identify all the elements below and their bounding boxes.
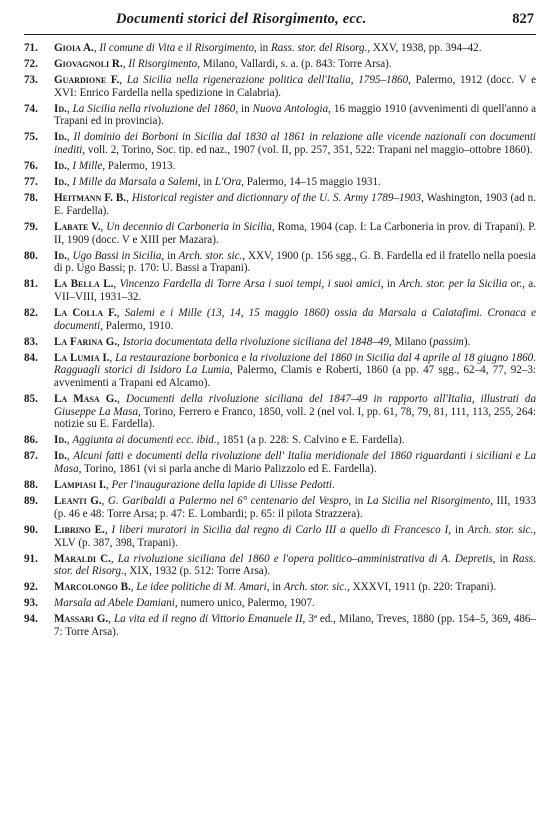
entry-details: , 3ª ed., Milano, Treves, 1880 (pp. 154–5, 369, 486–7: Torre Arsa).: [54, 613, 537, 638]
entry-details: , in: [197, 176, 215, 189]
bibliography-entry: [24, 58, 536, 71]
entry-text: [54, 450, 536, 475]
entry-details: ,: [109, 351, 116, 364]
entry-details: , in: [448, 523, 468, 536]
entry-title: Rass. stor. del Risorg.: [270, 42, 368, 54]
bibliography-entry: [24, 278, 536, 303]
entry-details: , XXV, 1938, pp. 394–42.: [367, 42, 482, 54]
bibliography-entry: [24, 307, 536, 332]
entry-author: Id.: [54, 160, 67, 173]
entry-text: [54, 58, 392, 70]
entry-title: G. Garibaldi a Palermo nel 6° centenario del Vespro: [107, 495, 349, 508]
entry-details: , in: [235, 102, 253, 115]
entry-author: Heitmann F. B.: [54, 192, 127, 205]
entry-author: Id.: [54, 249, 67, 262]
entry-author: La Masa G.: [54, 393, 118, 406]
entry-author: Gioia A.: [54, 42, 94, 54]
entry-author: La Farina G.: [54, 335, 118, 348]
entry-details: , numero unico, Palermo, 1907.: [174, 597, 315, 610]
entry-details: ,: [104, 523, 112, 536]
running-header: [24, 8, 536, 35]
entry-text: [54, 495, 536, 520]
entry-title: Marsala ad Abele Damiani: [54, 597, 175, 610]
entry-title: Arch. stor. sic.: [178, 249, 243, 262]
entry-details: , Washington, 1903 (ad n. E. Fardella).: [54, 192, 536, 217]
entry-details: , Palermo, 1912 (docc. V e XVI: Enrico Fardella nella spedizione in Calabria).: [54, 74, 537, 99]
entry-author: La Colla F.: [54, 306, 117, 319]
entry-details: ,: [66, 434, 73, 447]
entry-text: [54, 613, 536, 638]
bibliography-entry: [24, 176, 536, 189]
entry-number: 88.: [24, 479, 38, 492]
entry-details: , Palermo, 1913.: [102, 160, 176, 173]
entry-text: [54, 352, 536, 389]
bibliography-entry: [24, 192, 536, 217]
entry-details: ,: [122, 58, 129, 70]
entry-author: Leanti G.: [54, 495, 102, 508]
bibliography-entry: [24, 42, 536, 55]
entry-title: Il dominio dei Borboni in Sicilia dal 1830 al 1861 in relazione alle vicende nazionali con documenti inediti: [54, 131, 536, 157]
entry-number: 76.: [24, 160, 38, 173]
entry-number: 78.: [24, 192, 38, 205]
entry-number: 94.: [24, 613, 38, 626]
entry-title: La Sicilia nel Risorgimento: [366, 495, 491, 508]
entry-author: Id.: [54, 434, 67, 447]
entry-title: La Sicilia nella rivoluzione del 1860: [72, 102, 236, 115]
entry-number: 77.: [24, 176, 38, 189]
entry-details: ,: [66, 450, 74, 463]
entry-number: 86.: [24, 434, 38, 447]
entry-details: , Milano, Vallardi, s. a. (p. 843: Torre Arsa).: [197, 58, 392, 70]
entry-details: , voll. 2, Torino, Soc. tip. ed naz., 1907 (vol. II, pp. 257, 351, 522: Trapani nel maggio–ottobre 1860).: [82, 144, 533, 157]
entry-details: ,: [126, 192, 132, 205]
entry-author: La Lumia I.: [54, 351, 110, 364]
entry-author: Massari G.: [54, 613, 109, 626]
entry-number: 79.: [24, 220, 38, 233]
running-title: Documenti storici del Risorgimento, ecc.: [116, 11, 367, 27]
entry-author: Id.: [54, 102, 67, 115]
entry-number: 91.: [24, 552, 38, 565]
entry-details: ,: [108, 613, 114, 626]
entry-details: ,: [116, 306, 125, 319]
entry-number: 75.: [24, 131, 38, 144]
entry-details: , in: [492, 552, 513, 565]
entry-title: I Mille: [72, 160, 103, 173]
entry-title: Il Risorgimento: [128, 58, 198, 70]
entry-text: [54, 434, 405, 446]
entry-details: ,: [66, 102, 73, 115]
entry-title: Alcuni fatti e documenti della rivoluzione dell' Italia meridionale del 1860 riguardanti i siciliani e La Masa: [54, 450, 536, 476]
entry-author: Id.: [54, 450, 67, 463]
entry-details: , in: [348, 495, 367, 508]
bibliography-entry: [24, 131, 536, 156]
entry-text: [54, 176, 381, 188]
bibliography-entry: [24, 103, 536, 128]
bibliography-entry: [24, 336, 536, 349]
entry-title: Arch. stor. sic.: [283, 581, 348, 594]
entry-details: , Palermo, 14–15 maggio 1931.: [241, 176, 381, 189]
entry-details: , Palermo, Clamis e Roberti, 1860 (a pp. 47 sgg., 62–4, 77, 92–3: avvenimenti a Trapani ed Alcamo).: [54, 364, 536, 390]
entry-author: La Bella L.: [54, 278, 114, 291]
entry-text: [54, 479, 335, 491]
entry-title: I Mille da Marsala a Salemi: [72, 176, 198, 189]
entry-text: [54, 524, 536, 549]
bibliography-entry: [24, 352, 536, 390]
entry-details: , in: [266, 581, 284, 594]
entry-title: ibid.: [196, 434, 217, 447]
bibliography-entry: [24, 524, 536, 549]
entry-author: Id.: [54, 176, 67, 189]
bibliography-entry: [24, 434, 536, 447]
entry-title: passim: [432, 335, 464, 348]
entry-details: , 16 maggio 1910 (avvenimenti di quell'anno a Trapani ed in provincia).: [54, 102, 536, 128]
entry-author: Marcolongo B.: [54, 581, 131, 594]
entry-number: 93.: [24, 597, 38, 610]
entry-details: , Milano (: [388, 335, 433, 348]
entry-author: Guardione F.: [54, 74, 120, 86]
entry-number: 84.: [24, 351, 38, 364]
entry-details: , a. VII–VIII, 1931–32.: [54, 278, 537, 303]
bibliography-entry: [24, 221, 536, 246]
entry-details: , XLV (p. 387, 398, Trapani).: [54, 523, 537, 549]
entry-number: 72.: [24, 58, 38, 70]
entry-details: ,: [66, 249, 73, 262]
entry-details: , XXV, 1900 (p. 156 sgg., G. B. Fardella ed il fratello nella poesia di p. Ugo Bassi; p. 170: U. Bassi a Trapani).: [54, 249, 536, 275]
entry-title: Arch. stor. per la Sicilia or.: [399, 278, 523, 291]
entry-title: I liberi muratori in Sicilia dal regno di Carlo III a quello di Francesco I: [111, 523, 449, 536]
entry-details: ,: [93, 42, 100, 54]
entry-number: 80.: [24, 249, 38, 262]
entry-author: Maraldi C.: [54, 552, 111, 565]
entry-text: [54, 221, 536, 246]
entry-details: , in: [254, 42, 271, 54]
entry-details: ,: [66, 131, 74, 144]
entry-text: [54, 74, 536, 99]
entry-details: , Palermo, 1910.: [100, 319, 174, 332]
bibliography-entry: [24, 495, 536, 520]
entry-details: .: [332, 479, 335, 492]
entry-details: ,: [117, 393, 126, 406]
entry-details: , 1851 (a p. 228: S. Calvino e E. Fardella).: [216, 434, 405, 447]
entry-title: Istoria documentata della rivoluzione siciliana del 1848–49: [122, 335, 389, 348]
entry-number: 81.: [24, 278, 38, 291]
entry-number: 83.: [24, 335, 38, 348]
bibliography-entry: [24, 597, 536, 610]
entry-author: Id.: [54, 131, 67, 144]
bibliography-entry: [24, 250, 536, 275]
entry-title: Un decennio di Carboneria in Sicilia: [106, 220, 272, 233]
entry-title: La Sicilia nella rigenerazione politica dell'Italia, 1795–1860: [126, 74, 409, 86]
entry-author: Giovagnoli R.: [54, 58, 123, 70]
entry-author: Librino E.: [54, 523, 105, 536]
entry-text: [54, 393, 536, 430]
entry-details: , XIX, 1932 (p. 512: Torre Arsa).: [123, 565, 271, 578]
entry-details: , Roma, 1904 (cap. I: La Carboneria in prov. di Trapani). P. II, 1909 (docc. V e XIII per Mazara).: [54, 220, 536, 246]
bibliography-entry: [24, 479, 536, 492]
bibliography-entry: [24, 393, 536, 431]
entry-details: , III, 1933 (p. 46 e 48: Torre Arsa; p. 47: E. Lombardi; p. 65: il pilota Strazzera).: [54, 495, 537, 520]
entry-text: [54, 553, 536, 578]
entry-text: [54, 336, 470, 348]
entry-text: [54, 192, 536, 217]
entry-details: ,: [130, 581, 137, 594]
entry-title: Vincenzo Fardella di Torre Arsa i suoi tempi, i suoi amici: [119, 278, 381, 291]
entry-details: ,: [110, 552, 118, 565]
entry-details: , Torino, 1861 (vi si parla anche di Mario Palizzolo ed E. Fardella).: [78, 463, 377, 476]
bibliography-entry: [24, 160, 536, 173]
entry-text: [54, 278, 536, 303]
entry-text: [54, 307, 536, 332]
entry-title: Il comune di Vita e il Risorgimento: [99, 42, 255, 54]
entry-details: ,: [119, 74, 127, 86]
entry-details: , XXXVI, 1911 (p. 220: Trapani).: [347, 581, 497, 594]
entry-number: 89.: [24, 495, 38, 508]
bibliography-entry: [24, 553, 536, 578]
bibliography-entry: [24, 74, 536, 99]
entry-title: Aggiunta ai documenti ecc.: [72, 434, 194, 447]
entry-details: ,: [66, 176, 73, 189]
entry-title: Salemi e i Mille (13, 14, 15 maggio 1860) ossia da Marsala a Calatafimi. Cronaca e documenti: [54, 306, 536, 332]
entry-number: 73.: [24, 74, 38, 86]
entry-details: ,: [105, 479, 112, 492]
entry-details: ,: [113, 278, 120, 291]
bibliography-entry: [24, 450, 536, 475]
entry-title: Le idee politiche di M. Amari: [136, 581, 267, 594]
entry-text: [54, 103, 536, 128]
entry-title: Per l'inaugurazione della lapide di Ulisse Pedotti: [111, 479, 333, 492]
entry-number: 85.: [24, 393, 38, 406]
entry-title: Rass. stor. del Risorg.: [54, 552, 537, 578]
entry-text: [54, 581, 496, 593]
entry-text: [54, 250, 536, 275]
entry-text: [54, 597, 315, 609]
bibliography-list: [24, 42, 536, 639]
entry-title: Ugo Bassi in Sicilia: [72, 249, 162, 262]
entry-details: , in: [161, 249, 179, 262]
entry-author: Labate V.: [54, 220, 101, 233]
entry-details: ).: [463, 335, 471, 348]
entry-details: ,: [100, 220, 107, 233]
entry-title: La restaurazione borbonica e la rivoluzione del 1860 in Sicilia dal 4 aprile al 18 giugno 1860. Ragguagli storici di Isidoro La Lumia: [54, 351, 537, 377]
entry-title: Historical register and dictionnary of the U. S. Army 1789–1903: [131, 192, 422, 205]
entry-text: [54, 42, 482, 54]
entry-number: 92.: [24, 581, 38, 594]
entry-title: Arch. stor. sic.: [467, 523, 534, 536]
entry-number: 71.: [24, 42, 38, 54]
entry-number: 87.: [24, 450, 38, 463]
entry-number: 82.: [24, 306, 38, 319]
entry-title: La vita ed il regno di Vittorio Emanuele II: [114, 613, 303, 626]
entry-details: , in: [380, 278, 399, 291]
entry-details: , Torino, Ferrero e Franco, 1850, voll. 2 (nel vol. I, pp. 61, 78, 79, 81, 111, 113, 255, 264: notizie su E. Fardella).: [54, 405, 536, 431]
entry-number: 74.: [24, 102, 38, 115]
entry-details: ,: [66, 160, 73, 173]
page-number: 827: [512, 11, 534, 27]
entry-text: [54, 131, 536, 156]
entry-details: ,: [101, 495, 108, 508]
entry-text: [54, 160, 175, 172]
entry-title: La rivoluzione siciliana del 1860 e l'opera politico–amministrativa di A. Depretis: [117, 552, 493, 565]
bibliography-entry: [24, 613, 536, 638]
entry-author: Lampiasi I.: [54, 479, 106, 492]
entry-title: L'Ora: [214, 176, 242, 189]
entry-number: 90.: [24, 523, 38, 536]
entry-details: ,: [117, 335, 123, 348]
entry-title: Documenti della rivoluzione siciliana del 1847–49 in rapporto all'Italia, illustrati da Giuseppe La Masa: [54, 393, 536, 418]
entry-title: Nuova Antologia: [252, 102, 329, 115]
bibliography-entry: [24, 581, 536, 594]
